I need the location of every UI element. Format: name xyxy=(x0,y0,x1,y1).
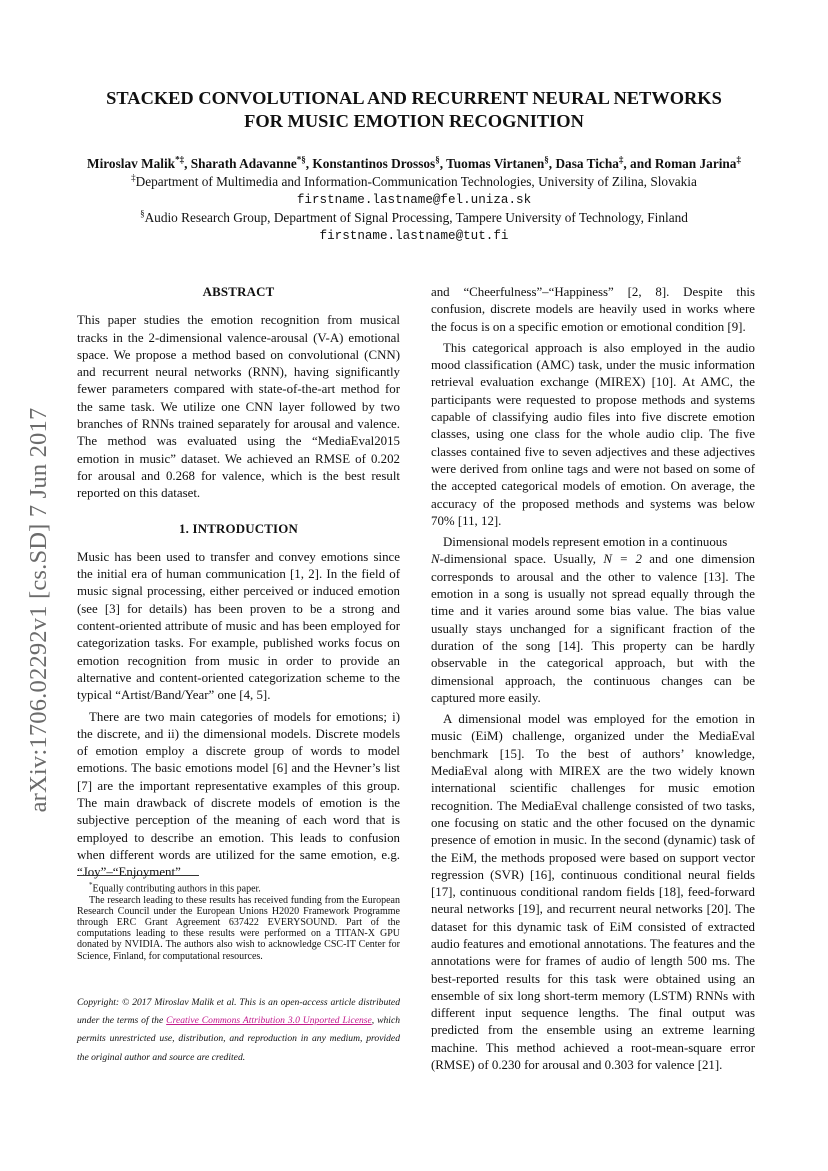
footnote-rule xyxy=(77,875,199,876)
affiliation-mark: ‡ xyxy=(131,172,136,183)
arxiv-identifier: arXiv:1706.02292v1 [cs.SD] 7 Jun 2017 xyxy=(25,407,52,813)
footnotes xyxy=(77,876,400,962)
footnote-equal-text: Equally contributing authors in this paper. xyxy=(92,883,261,895)
author-marks: § xyxy=(544,154,549,165)
author-name: Konstantinos Drossos xyxy=(312,156,436,171)
author-block xyxy=(40,155,788,245)
affiliation xyxy=(40,209,788,227)
body-paragraph: This categorical approach is also employed in the audio mood classification (AMC) task, under the music information retrieval evaluation exchange (MIREX) [10]. At AMC, the participants were requested to propose methods and systems capable of classifying audio files into five discrete emotion classes, using one class for the whole audio clip. The five classes contained five to seven adjectives and these adjectives were derived from online tags and were not based on some of the accepted categorical models of emotion. On average, the accuracy of the proposed methods and systems was below 70% [11, 12]. xyxy=(431,340,755,528)
author-marks: *‡ xyxy=(175,154,185,165)
affiliation xyxy=(40,173,788,191)
intro-paragraph: Music has been used to transfer and convey emotions since the initial era of human communication [1, 2]. In the field of music signal processing, either perceived or induced emotion (see [3] for details) has been proven to be a strong and content-oriented attribute of music and has been employed for categorization tasks. For example, published works focus on emotion recognition from music in order to provide an alternative and content-oriented categorization scheme to the typical “Artist/Band/Year” one [4, 5]. xyxy=(77,549,400,703)
author-name: Tuomas Virtanen xyxy=(446,156,545,171)
math-equation: N = 2 xyxy=(603,552,642,567)
continuation-paragraph: and “Cheerfulness”–“Happiness” [2, 8]. Despite this confusion, discrete models are heavily used in works where the focus is on a specific emotion or emotional condition [9]. xyxy=(431,285,755,334)
affiliation-text: Department of Multimedia and Information-Communication Technologies, University of Zilina, Slovakia xyxy=(135,174,697,189)
license-link[interactable]: Creative Commons Attribution 3.0 Unported License xyxy=(166,1015,372,1027)
footnote-mark: * xyxy=(89,881,93,889)
paper-title xyxy=(60,87,768,133)
affiliation-email: firstname.lastname@tut.fi xyxy=(319,229,509,243)
author-marks: *§ xyxy=(296,154,306,165)
author-marks: ‡ xyxy=(618,154,624,165)
affiliation-mark: § xyxy=(140,208,145,219)
math-variable: N xyxy=(431,552,440,567)
footnote-funding: The research leading to these results has received funding from the European Research Council under the European Unions H2020 Framework Programme through ERC Grant Agreement 637422 EVERYSOUND. Part of the computations leading to these results were performed on a TITAN-X GPU donated by NVIDIA. The authors also wish to acknowledge CSC-IT Center for Science, Finland, for computational resources. xyxy=(77,894,400,962)
author-marks: ‡ xyxy=(736,154,741,165)
author-name: Sharath Adavanne xyxy=(190,156,297,171)
abstract-heading: ABSTRACT xyxy=(202,285,275,299)
intro-paragraph: There are two main categories of models for emotions; i) the discrete, and ii) the dimensional models. Discrete models of emotion employ a discrete group of words to model emotions. The basic emotions model [6] and the Hevner’s list [7] are the important representative examples of this group. The main drawback of discrete models of emotion is the subjective perception of the meaning of each word that is employed to describe an emotion. This leads to confusion when different words are utilized for the same emotion, e.g. “Joy”–“Enjoyment” xyxy=(77,709,400,880)
footnote-equal-contribution xyxy=(77,880,400,895)
copyright-notice xyxy=(77,994,400,1067)
authors-conjunction: and xyxy=(630,156,652,171)
author-marks: § xyxy=(435,154,440,165)
author-list: Miroslav Malik*‡, Sharath Adavanne*§, Konstantinos Drossos§, Tuomas Virtanen§, Dasa Ticha‡, and Roman Jarina‡ xyxy=(87,154,741,171)
body-paragraph: A dimensional model was employed for the emotion in music (EiM) challenge, organized under the MediaEval benchmark [15]. To the best of authors’ knowledge, MediaEval along with MIREX are the two widely known international scientific challenges for music emotion recognition. The MediaEval challenge consisted of two tasks, one focusing on static and the other focused on the dynamic presence of emotion in music. In the second (dynamic) task of the EiM, the methods proposed were based on support vector regression (SVR) [16], continuous conditional neural fields [17], continuous conditional random fields [18], feed-forward neural networks [19], and recurrent neural networks [20]. The dataset for this dynamic task of EiM consisted of extracted audio features and emotional annotations. The features and the annotations were for frames of audio of length 500 ms. The best-reported results for this task were obtained using an ensemble of six long short-term memory (LSTM) RNNs with different input sequence lengths. The final output was predicted from the ensemble using an extreme learning machine. This method achieved a root-mean-square error (RMSE) of 0.230 for arousal and 0.303 for valence [21]. xyxy=(431,712,755,1073)
left-column xyxy=(77,284,400,886)
affiliation-text: Audio Research Group, Department of Signal Processing, Tampere University of Technology, Finland xyxy=(144,210,688,225)
author-name: Miroslav Malik xyxy=(87,156,176,171)
title-line-2: FOR MUSIC EMOTION RECOGNITION xyxy=(244,111,584,131)
copyright-text: Copyright: © 2017 Miroslav Malik et al. This is an open-access article distributed under the terms of the xyxy=(77,997,400,1027)
introduction-heading: 1. INTRODUCTION xyxy=(178,521,299,536)
title-line-1: STACKED CONVOLUTIONAL AND RECURRENT NEURAL NETWORKS xyxy=(106,88,722,108)
author-name: Roman Jarina xyxy=(654,156,737,171)
right-column xyxy=(431,284,755,1078)
arxiv-sidebar xyxy=(22,375,56,845)
dimensional-models-paragraph: Dimensional models represent emotion in a continuous N-dimensional space. Usually, N = 2 and one dimension corresponds to arousal and the other to valence [13]. The emotion in a song is usually not spread equally through the time and it varies around some bias value. The bias value usually stays unchanged for a significant fraction of the duration of the song [14]. This property can be hardly observable in the categorical approach, but with the dimensional approach, the continuous changes can be captured more easily. xyxy=(431,535,755,705)
abstract-text: This paper studies the emotion recognition from musical tracks in the 2-dimensional valence-arousal (V-A) emotional space. We propose a method based on convolutional (CNN) and recurrent neural networks (RNN), having significantly fewer parameters compared with state-of-the-art method for the same task. We utilize one CNN layer followed by two branches of RNNs trained separately for arousal and valence. The method was evaluated using the “MediaEval2015 emotion in music” dataset. We achieved an RMSE of 0.202 for arousal and 0.268 for valence, which is the best result reported on this dataset. xyxy=(77,313,400,501)
affiliation-email: firstname.lastname@fel.uniza.sk xyxy=(296,193,532,207)
copyright-text-end: , which permits unrestricted use, distribution, and reproduction in any medium, provided the original author and source are credited. xyxy=(77,1015,401,1063)
author-name: Dasa Ticha xyxy=(555,156,619,171)
